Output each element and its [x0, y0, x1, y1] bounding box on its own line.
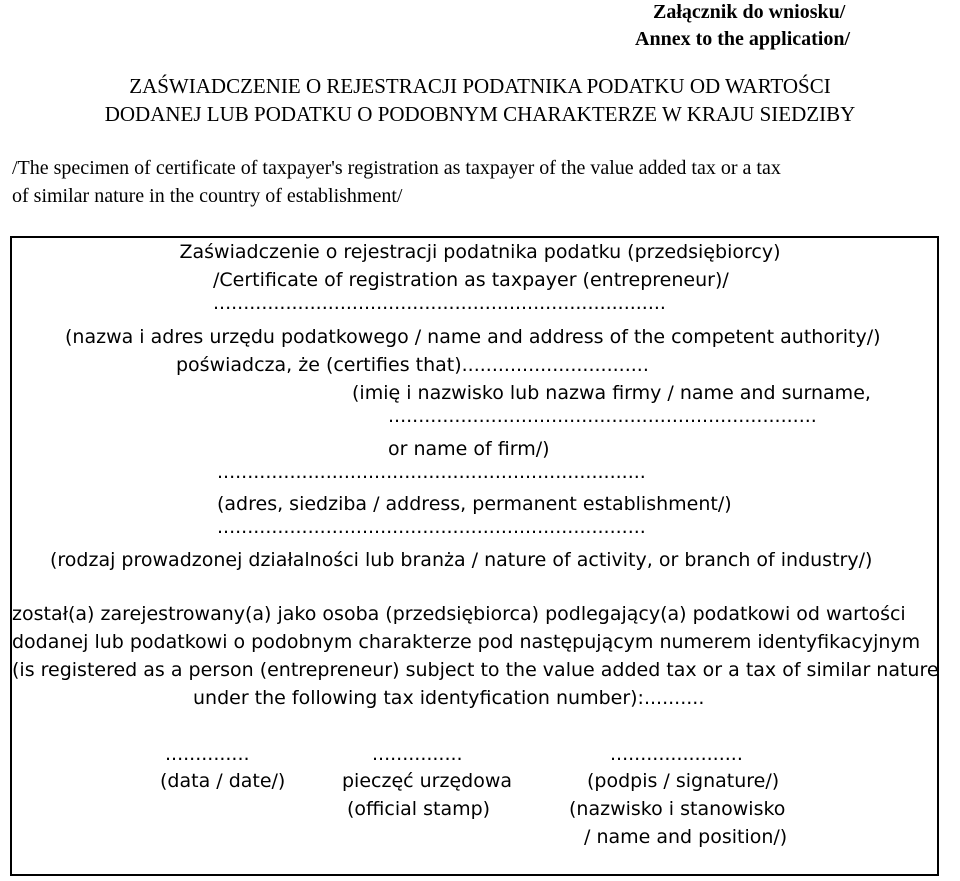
annex-line-en: Annex to the application/ [635, 28, 851, 50]
document-title-line-2: DODANEJ LUB PODATKU O PODOBNYM CHARAKTERZE W KRAJU SIEDZIBY [104, 102, 856, 126]
signature-name-en: / name and position/) [584, 826, 788, 848]
activity-label: (rodzaj prowadzonej działalności lub branża / nature of activity, or branch of industry/) [50, 549, 873, 571]
intro-line-2: of similar nature in the country of establishment/ [12, 185, 403, 207]
intro-line-1: /The specimen of certificate of taxpayer's registration as taxpayer of the value added tax or a tax [12, 157, 781, 179]
name-label: (imię i nazwisko lub nazwa firmy / name and surname, [352, 382, 871, 404]
firm-label: or name of firm/) [388, 438, 550, 460]
registered-pl-line-1: został(a) zarejestrowany(a) jako osoba (przedsiębiorca) podlegający(a) podatkowi od wartości [12, 603, 906, 625]
certificate-heading-en: /Certificate of registration as taxpayer (entrepreneur)/ [213, 269, 729, 291]
registered-en-line-2: under the following tax identyfication number):.......... [193, 687, 705, 709]
address-dots: ....................................................................... [217, 461, 646, 483]
annex-line-pl: Załącznik do wniosku/ [653, 1, 846, 23]
date-dots: .............. [165, 743, 250, 765]
document-title-line-1: ZAŚWIADCZENIE O REJESTRACJI PODATNIKA PODATKU OD WARTOŚCI [129, 74, 831, 98]
stamp-label-en: (official stamp) [347, 798, 491, 820]
address-label: (adres, siedziba / address, permanent establishment/) [217, 493, 732, 515]
authority-label: (nazwa i adres urzędu podatkowego / name and address of the competent authority/) [65, 326, 881, 348]
registered-en-line-1: (is registered as a person (entrepreneur) subject to the value added tax or a tax of similar nature [12, 659, 939, 681]
stamp-label-pl: pieczęć urzędowa [342, 770, 513, 792]
certificate-heading-pl: Zaświadczenie o rejestracji podatnika podatku (przedsiębiorcy) [179, 241, 781, 263]
date-label: (data / date/) [160, 770, 286, 792]
signature-name-pl: (nazwisko i stanowisko [569, 798, 786, 820]
activity-dots: ....................................................................... [217, 516, 646, 538]
signature-dots: ...................... [610, 743, 743, 765]
certifies-line: poświadcza, że (certifies that)............................... [176, 354, 649, 376]
authority-dots: ........................................................................... [213, 292, 666, 314]
name-dots: ....................................................................... [388, 405, 817, 427]
signature-label: (podpis / signature/) [587, 770, 780, 792]
stamp-dots: ............... [372, 743, 463, 765]
registered-pl-line-2: dodanej lub podatkowi o podobnym charakterze pod następującym numerem identyfikacyjnym [12, 631, 921, 653]
